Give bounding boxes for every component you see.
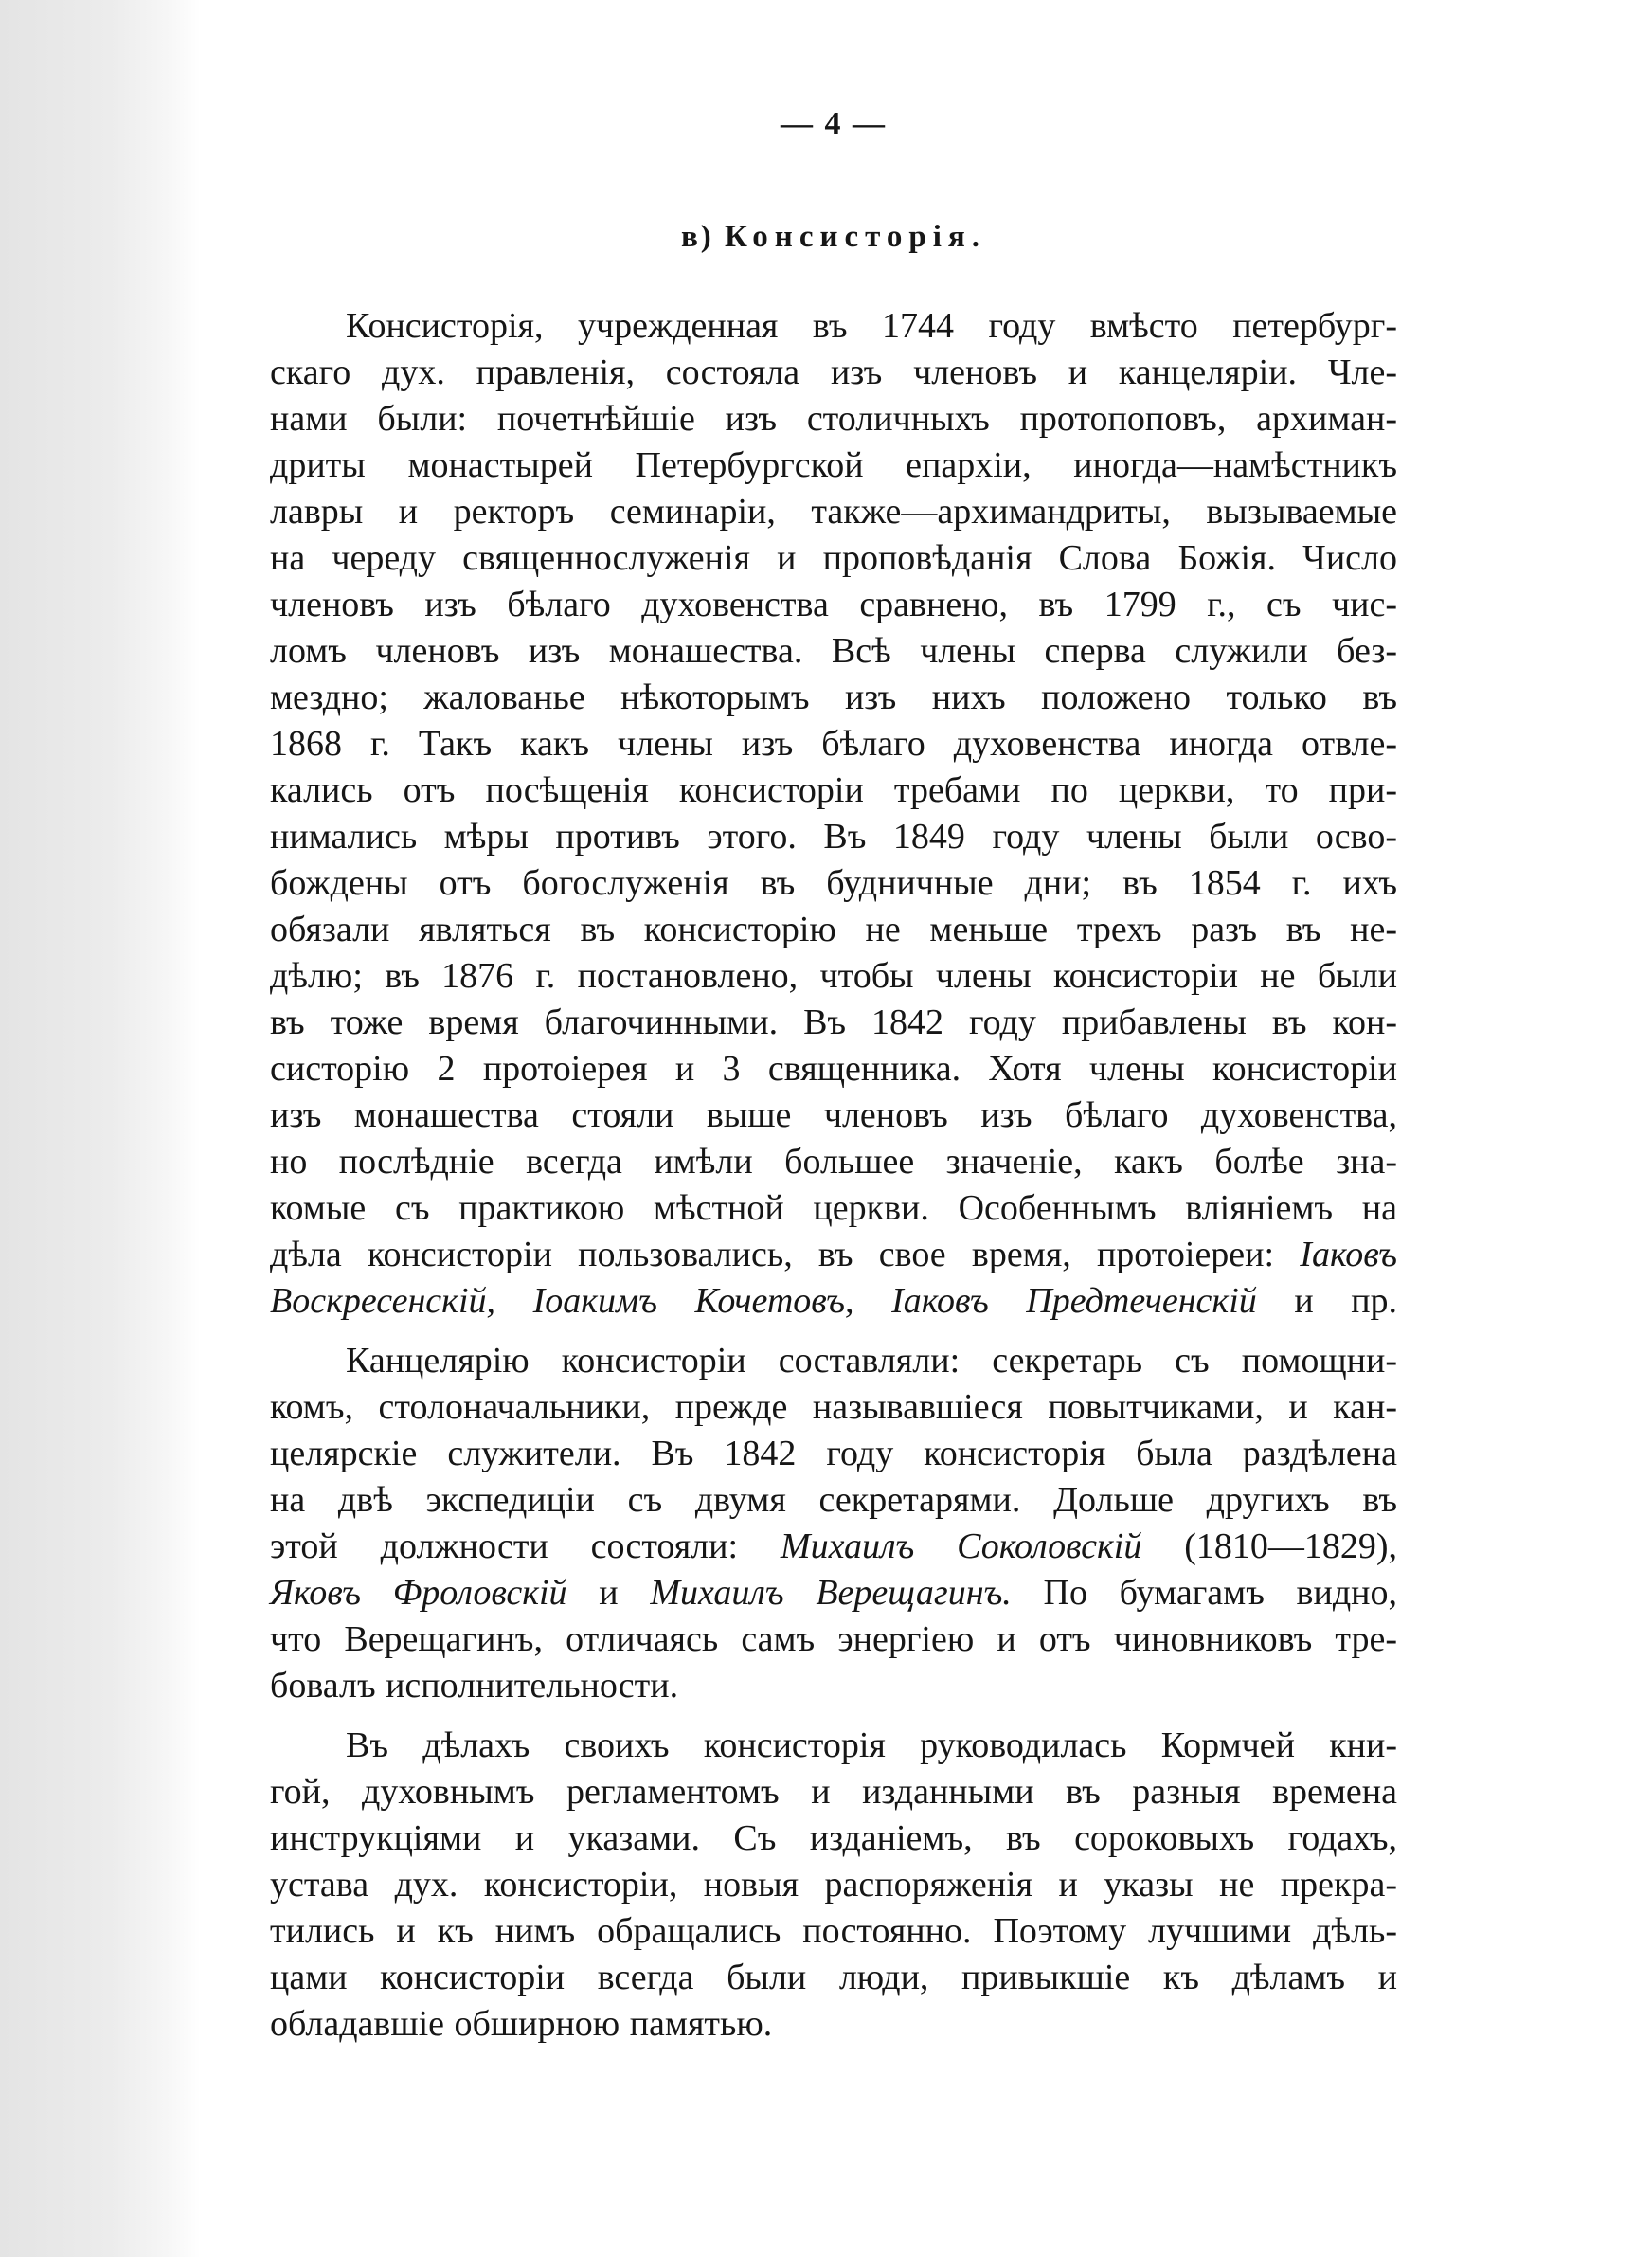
text-line xyxy=(270,1524,1397,1570)
text-line: систорію 2 протоіерея и 3 священника. Хотя члены консисторіи xyxy=(270,1049,1397,1089)
paragraph-2 xyxy=(270,1338,1397,1709)
italic-name: Iаковъ Предтеченскій xyxy=(891,1281,1257,1321)
text-line: инструкціями и указами. Съ изданіемъ, въ сороковыхъ годахъ, xyxy=(270,1818,1397,1858)
italic-name: Михаилъ Верещагинъ. xyxy=(650,1573,1012,1613)
page-number: — 4 — xyxy=(781,106,887,141)
scan-margin-shadow xyxy=(0,0,201,2257)
text-run: этой должности состояли: xyxy=(270,1526,739,1566)
text-line: бождены отъ богослуженія въ будничные дни; въ 1854 г. ихъ xyxy=(270,863,1397,903)
text-line: обязали являться въ консисторію не меньше трехъ разъ въ не- xyxy=(270,910,1397,949)
section-heading-title: Консисторія. xyxy=(725,220,987,254)
text-run: и xyxy=(599,1573,619,1613)
text-line xyxy=(270,1232,1397,1278)
text-line: 1868 г. Такъ какъ члены изъ бѣлаго духовенства иногда отвле- xyxy=(270,724,1397,764)
text-line: на двѣ экспедиціи съ двумя секретарями. Дольше другихъ въ xyxy=(270,1480,1397,1520)
text-line: комые съ практикою мѣстной церкви. Особеннымъ вліяніемъ на xyxy=(270,1188,1397,1228)
text-line: гой, духовнымъ регламентомъ и изданными въ разныя времена xyxy=(270,1772,1397,1812)
paragraph-1 xyxy=(270,303,1397,1325)
text-run: и пр. xyxy=(1294,1281,1398,1321)
section-heading-prefix: в) xyxy=(680,220,714,254)
text-line: бовалъ исполнительности. xyxy=(270,1666,679,1706)
text-line: целярскіе служители. Въ 1842 году консисторія была раздѣлена xyxy=(270,1434,1397,1473)
text-line: нимались мѣры противъ этого. Въ 1849 году члены были осво- xyxy=(270,817,1397,857)
text-line: Канцелярію консисторіи составляли: секретарь съ помощни- xyxy=(346,1341,1397,1381)
text-line: изъ монашества стояли выше членовъ изъ бѣлаго духовенства, xyxy=(270,1095,1397,1135)
paragraph-3 xyxy=(270,1723,1397,2048)
text-line: устава дух. консисторіи, новыя распоряженія и указы не прекра- xyxy=(270,1865,1397,1905)
text-line: тились и къ нимъ обращались постоянно. Поэтому лучшими дѣль- xyxy=(270,1911,1397,1951)
text-line: мездно; жалованье нѣкоторымъ изъ нихъ положено только въ xyxy=(270,677,1397,717)
text-line: Въ дѣлахъ своихъ консисторія руководилась Кормчей кни- xyxy=(346,1725,1397,1765)
text-line: членовъ изъ бѣлаго духовенства сравнено, въ 1799 г., съ чис- xyxy=(270,585,1397,624)
section-heading xyxy=(270,220,1397,255)
text-line: что Верещагинъ, отличаясь самъ энергіею и отъ чиновниковъ тре- xyxy=(270,1619,1397,1659)
text-line: лавры и ректоръ семинаріи, также—архимандриты, вызываемые xyxy=(270,492,1397,532)
text-line: дѣлю; въ 1876 г. постановлено, чтобы члены консисторіи не были xyxy=(270,956,1397,996)
text-line: въ тоже время благочинными. Въ 1842 году прибавлены въ кон- xyxy=(270,1002,1397,1042)
body-text xyxy=(270,303,1397,2048)
text-run: (1810—1829), xyxy=(1184,1526,1398,1566)
text-line: скаго дух. правленія, состояла изъ членовъ и канцеляріи. Чле- xyxy=(270,352,1397,392)
text-line: но послѣдніе всегда имѣли большее значеніе, какъ болѣе зна- xyxy=(270,1142,1397,1182)
text-line: на череду священнослуженія и проповѣданія Слова Божія. Число xyxy=(270,538,1397,578)
text-line: цами консисторіи всегда были люди, привыкшіе къ дѣламъ и xyxy=(270,1958,1397,1997)
text-line xyxy=(270,1570,1397,1616)
italic-name: Яковъ Фроловскій xyxy=(270,1573,567,1613)
text-line: кались отъ посѣщенія консисторіи требами по церкви, то при- xyxy=(270,770,1397,810)
text-line: Консисторія, учрежденная въ 1744 году вмѣсто петербург- xyxy=(346,306,1397,346)
italic-name: Воскресенскій, xyxy=(270,1281,496,1321)
italic-name: Iоакимъ Кочетовъ, xyxy=(532,1281,854,1321)
text-line: нами были: почетнѣйшіе изъ столичныхъ протопоповъ, архиман- xyxy=(270,399,1397,439)
text-line: ломъ членовъ изъ монашества. Всѣ члены сперва служили без- xyxy=(270,631,1397,671)
italic-name: Iаковъ xyxy=(1300,1235,1397,1274)
italic-name: Михаилъ Соколовскій xyxy=(780,1526,1142,1566)
text-line: комъ, столоначальники, прежде называвшіеся повытчиками, и кан- xyxy=(270,1387,1397,1427)
text-run: дѣла консисторіи пользовались, въ свое время, протоіереи: xyxy=(270,1235,1275,1274)
text-run: По бумагамъ видно, xyxy=(1043,1573,1397,1613)
text-line xyxy=(270,1278,1397,1325)
text-line: обладавшіе обширною памятью. xyxy=(270,2004,773,2044)
text-line: дриты монастырей Петербургской епархіи, иногда—намѣстникъ xyxy=(270,445,1397,485)
